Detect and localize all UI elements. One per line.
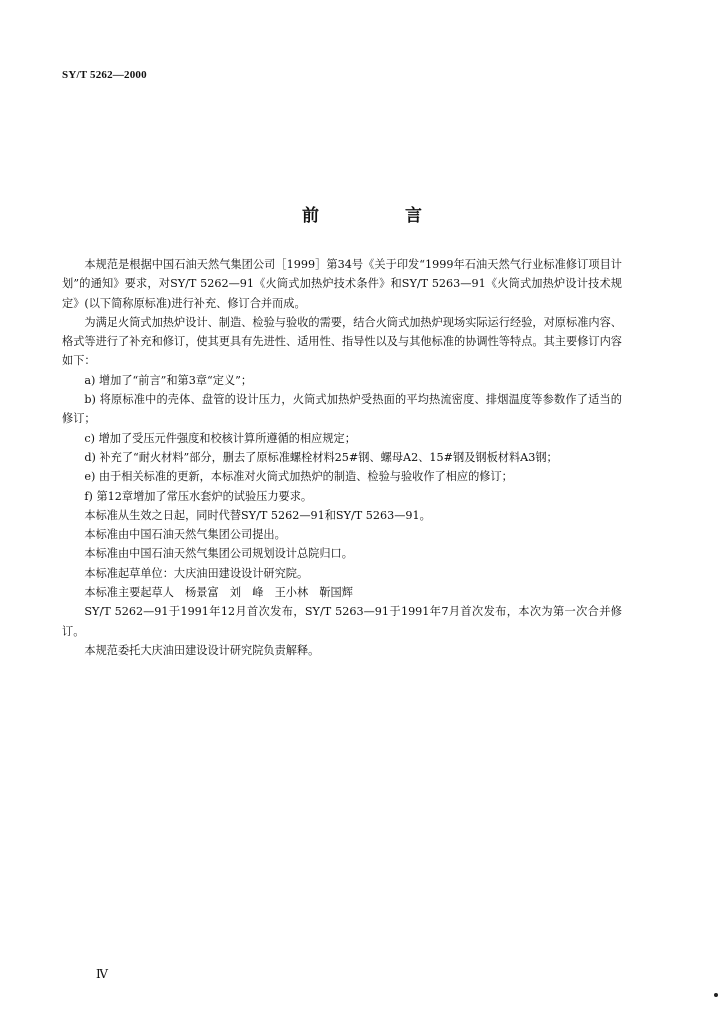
standard-code: SY/T 5262—2000 bbox=[62, 69, 147, 81]
paragraph-drafters: 本标准主要起草人 杨景富 刘 峰 王小林 靳国辉 bbox=[84, 586, 353, 600]
paragraph-purpose: 为满足火筒式加热炉设计、制造、检验与验收的需要，结合火筒式加热炉现场实际运行经验，对原标准内容、格式等进行了补充和修订，使其更具有先进性、适用性、指导性以及与其他标准的协调性等特点。其主要修订内容如下： bbox=[62, 315, 622, 368]
revision-item-d: d) 补充了“耐火材料”部分，删去了原标准螺栓材料25#钢、螺母A2、15#钢及钢板材料A3钢； bbox=[84, 450, 558, 464]
revision-item-b: b) 将原标准中的壳体、盘管的设计压力，火筒式加热炉受热面的平均热流密度、排烟温度等参数作了适当的修订； bbox=[62, 393, 622, 426]
paragraph-drafting-unit: 本标准起草单位：大庆油田建设设计研究院。 bbox=[84, 566, 309, 580]
revision-item-a: a) 增加了“前言”和第3章“定义”； bbox=[84, 373, 253, 387]
paragraph-administrator: 本标准由中国石油天然气集团公司规划设计总院归口。 bbox=[84, 547, 353, 561]
foreword-body bbox=[62, 255, 622, 660]
page-number: Ⅳ bbox=[96, 967, 108, 981]
revision-item-e: e) 由于相关标准的更新，本标准对火筒式加热炉的制造、检验与验收作了相应的修订； bbox=[84, 470, 513, 484]
paragraph-intro: 本规范是根据中国石油天然气集团公司［1999］第34号《关于印发“1999年石油天然气行业标准修订项目计划”的通知》要求，对SY/T 5262—91《火筒式加热炉技术条件》和SY/T 5263—91《火筒式加热炉设计技术规定》(以下简称原标准)进行补充、修订合并而成。 bbox=[62, 258, 622, 310]
scan-artifact-dot bbox=[714, 993, 718, 997]
paragraph-interpretation: 本规范委托大庆油田建设设计研究院负责解释。 bbox=[84, 643, 320, 657]
paragraph-history: SY/T 5262—91于1991年12月首次发布，SY/T 5263—91于1991年7月首次发布，本次为第一次合并修订。 bbox=[62, 605, 622, 638]
paragraph-supersedes: 本标准从生效之日起，同时代替SY/T 5262—91和SY/T 5263—91。 bbox=[84, 508, 431, 522]
paragraph-proposer: 本标准由中国石油天然气集团公司提出。 bbox=[84, 528, 286, 542]
revision-item-c: c) 增加了受压元件强度和校核计算所遵循的相应规定； bbox=[84, 431, 356, 445]
page-title: 前 言 bbox=[302, 206, 462, 226]
revision-item-f: f) 第12章增加了常压水套炉的试验压力要求。 bbox=[84, 489, 313, 503]
